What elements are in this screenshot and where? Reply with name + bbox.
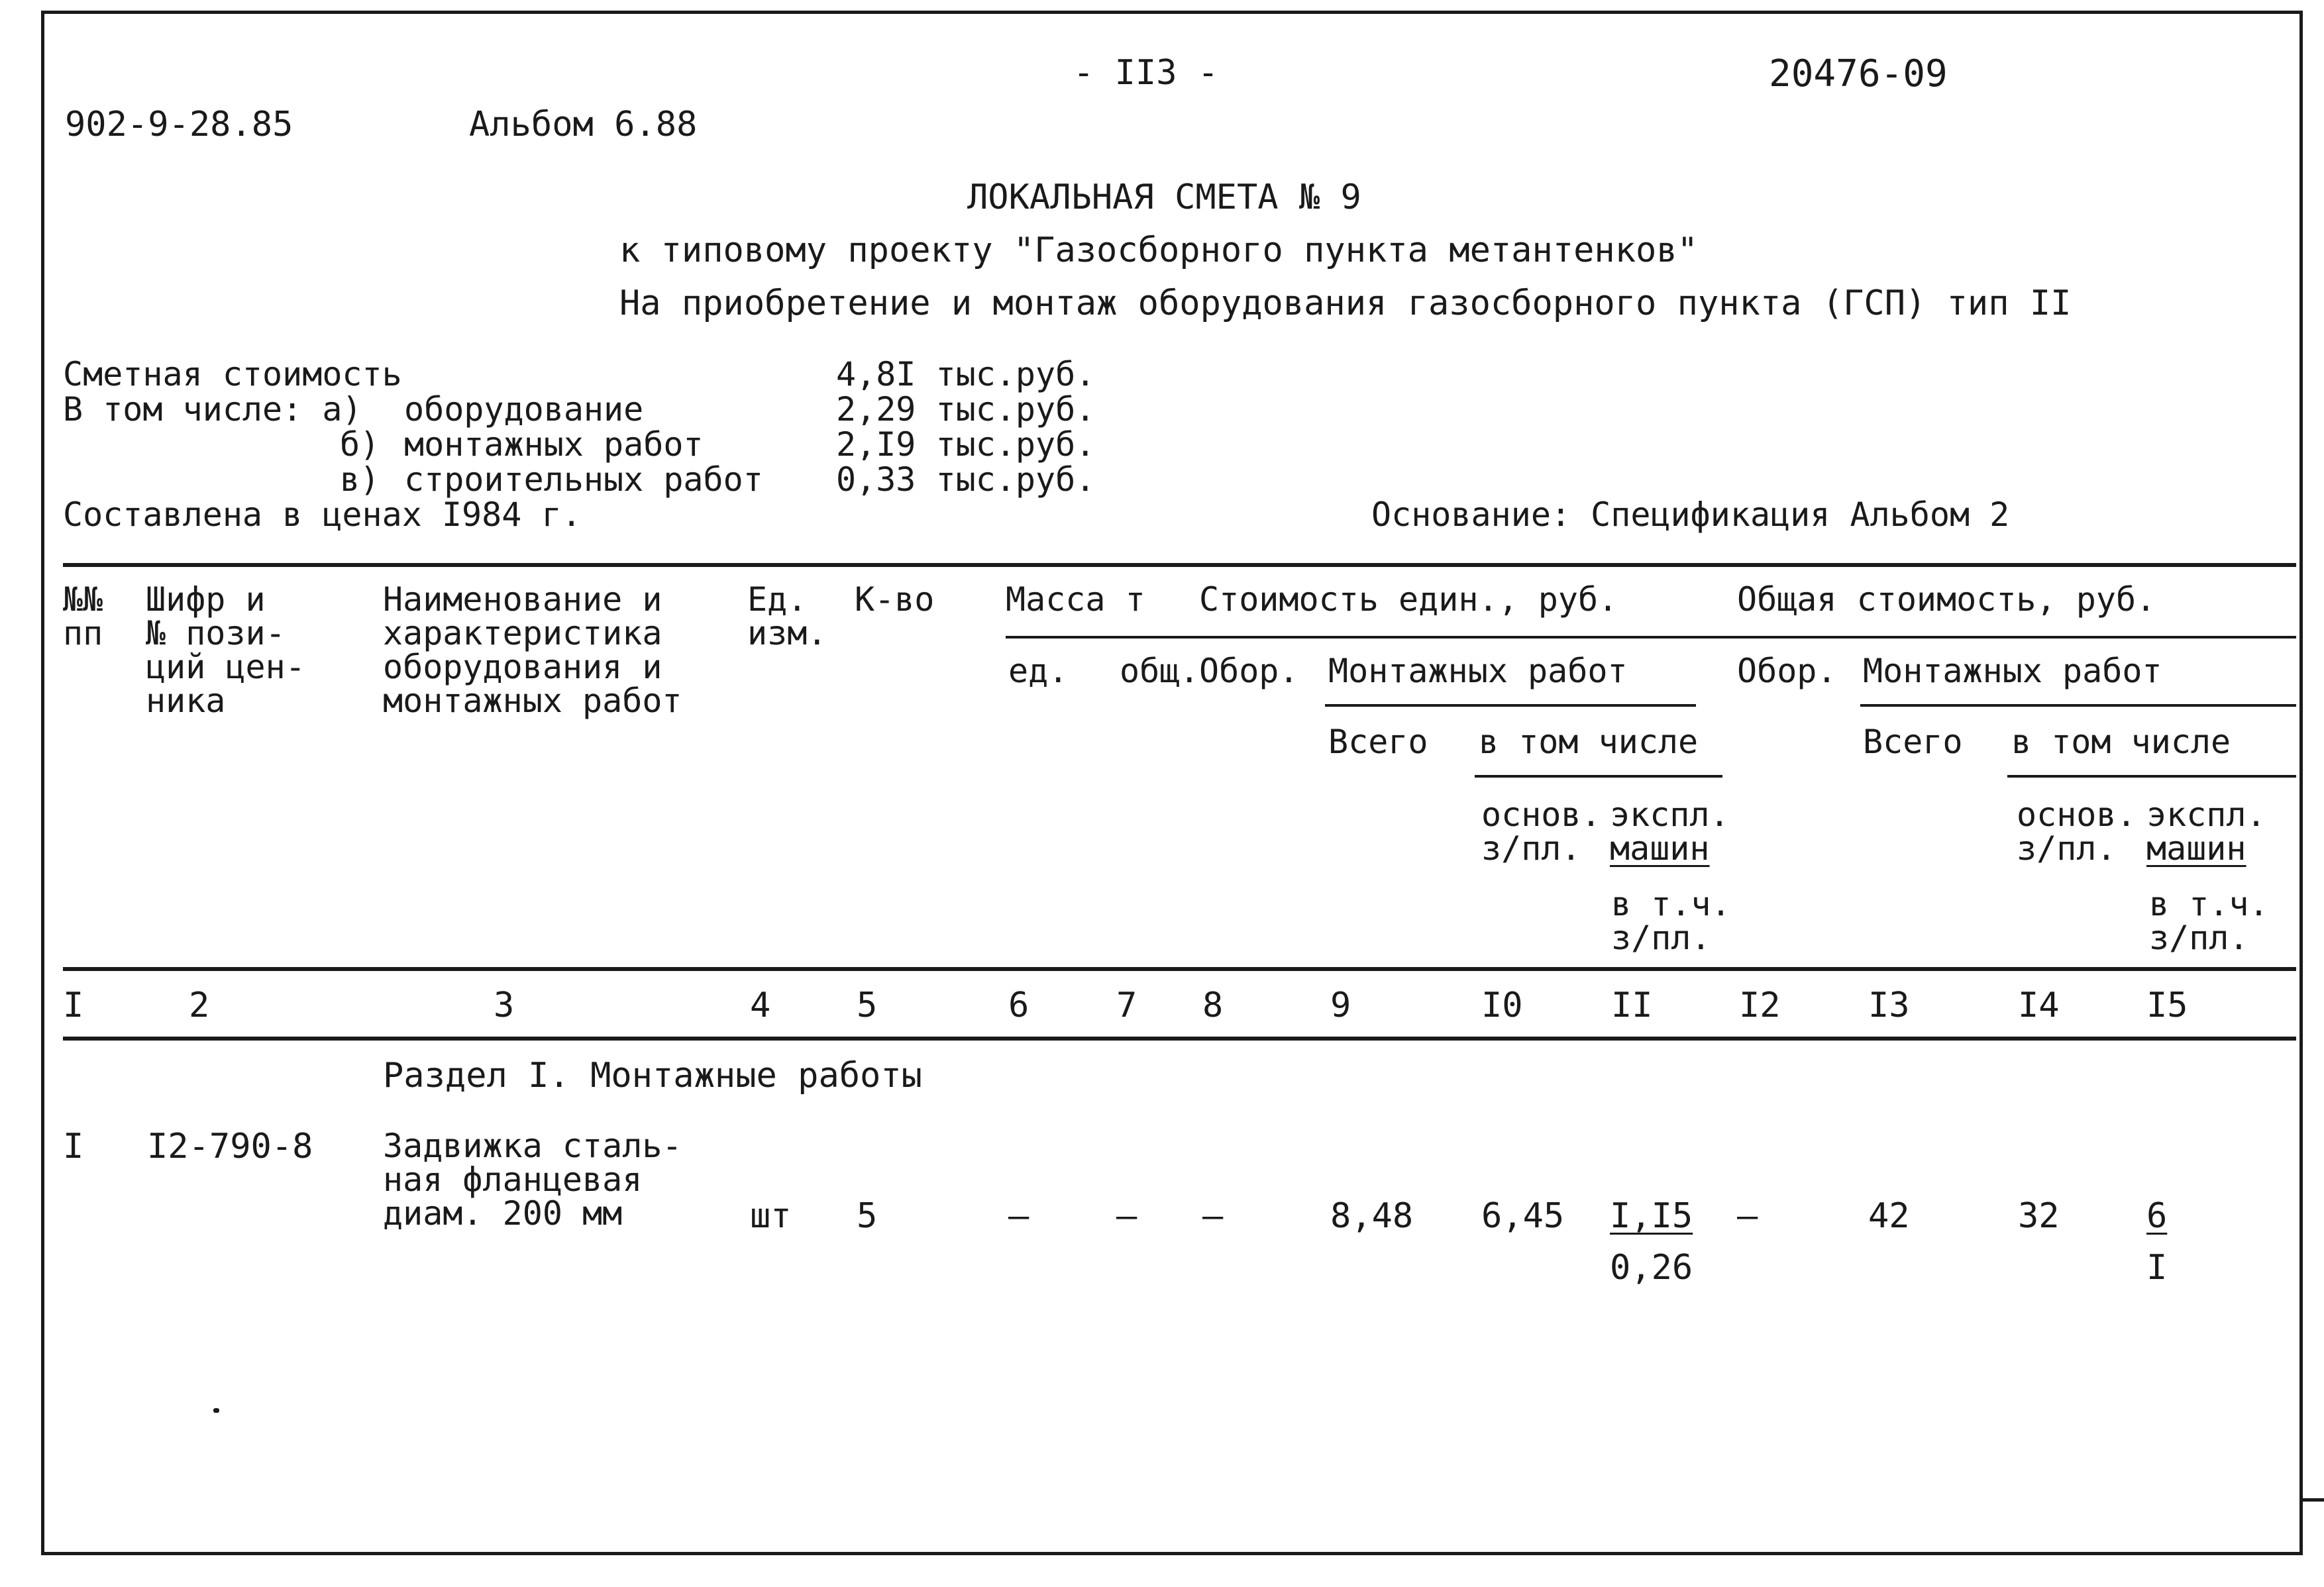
header-base-a: основ. з/пл.	[1481, 795, 1601, 868]
row-code: I2-790-8	[147, 1127, 313, 1166]
row-install-mach-wage: 0,26	[1610, 1248, 1693, 1288]
title-project: к типовому проекту "Газосборного пункта метантенков"	[619, 230, 1698, 270]
col-number-3: 3	[494, 986, 515, 1025]
row-equip-total: –	[1737, 1196, 1758, 1236]
header-mach-a2: машин	[1610, 829, 1710, 868]
incl-rule-b	[2007, 775, 2296, 778]
header-wage-a: в т.ч. з/пл.	[1611, 885, 1731, 957]
doc-code: 902-9-28.85	[65, 105, 293, 144]
header-base-b: основ. з/пл.	[2017, 795, 2137, 868]
header-equip-a: Обор.	[1199, 652, 1299, 690]
section-title: Раздел I. Монтажные работы	[383, 1056, 922, 1096]
summary-total-label: Сметная стоимость	[63, 355, 402, 393]
archive-number: 20476-09	[1769, 52, 1948, 95]
summary-install-label: монтажных работ	[404, 425, 704, 464]
col-number-8: 8	[1202, 986, 1224, 1025]
row-unit: шт	[750, 1196, 792, 1236]
title-purpose: На приобретение и монтаж оборудования газосборного пункта (ГСП) тип II	[619, 283, 2072, 323]
row-total-base: 32	[2018, 1196, 2060, 1236]
header-total-a: Всего	[1328, 723, 1428, 761]
prices-note: Составлена в ценах I984 г.	[63, 495, 582, 534]
col-number-6: 6	[1008, 986, 1030, 1025]
col-number-2: 2	[189, 986, 210, 1025]
column-numbers-rule	[63, 1037, 2296, 1041]
incl-rule-a	[1475, 775, 1722, 778]
header-col-num: №№ пп	[63, 580, 103, 652]
col-number-7: 7	[1116, 986, 1137, 1025]
col-number-11: II	[1611, 986, 1653, 1025]
header-install-a: Монтажных работ	[1328, 652, 1628, 690]
row-total-mach: 6	[2146, 1196, 2168, 1236]
header-mass-unit: ед.	[1008, 652, 1069, 690]
row-install-base: 6,45	[1481, 1196, 1565, 1236]
row-total-mach-wage: I	[2146, 1248, 2168, 1288]
header-incl-a: в том числе	[1479, 723, 1699, 761]
summary-including-label: В том числе: а)	[63, 390, 362, 429]
row-name: Задвижка сталь- ная фланцевая диам. 200 мм	[383, 1127, 682, 1233]
header-col-unit: Ед. изм.	[747, 580, 827, 652]
summary-install-prefix: б)	[340, 425, 380, 464]
col-number-15: I5	[2146, 986, 2188, 1025]
header-mass-total: общ.	[1120, 652, 1200, 690]
summary-build-prefix: в)	[340, 460, 380, 499]
header-mach-a: экспл.	[1610, 795, 1730, 834]
install-rule-b	[1860, 704, 2296, 707]
summary-equipment-value: 2,29 тыс.руб.	[836, 390, 1096, 429]
table-top-rule	[63, 563, 2296, 567]
summary-install-value: 2,I9 тыс.руб.	[836, 425, 1096, 464]
col-number-4: 4	[750, 986, 771, 1025]
album-label: Альбом 6.88	[469, 105, 698, 144]
col-number-9: 9	[1330, 986, 1351, 1025]
header-mach-b2: машин	[2146, 829, 2246, 868]
header-total-b: Всего	[1863, 723, 1963, 761]
row-total-install: 42	[1868, 1196, 1910, 1236]
frame-tick	[2300, 1498, 2324, 1502]
header-install-b: Монтажных работ	[1863, 652, 2162, 690]
summary-total-value: 4,8I тыс.руб.	[836, 355, 1096, 393]
summary-build-value: 0,33 тыс.руб.	[836, 460, 1096, 499]
summary-equipment-label: оборудование	[404, 390, 644, 429]
header-bottom-rule	[63, 967, 2296, 971]
col-number-12: I2	[1739, 986, 1781, 1025]
header-col-code: Шифр и № пози- ций цен- ника	[146, 580, 305, 720]
mass-cost-rule	[1006, 636, 2296, 639]
col-number-13: I3	[1868, 986, 1910, 1025]
row-equip-unit: –	[1202, 1196, 1224, 1236]
header-unit-cost: Стоимость един., руб.	[1199, 580, 1618, 619]
summary-build-label: строительных работ	[404, 460, 763, 499]
row-mass-unit: –	[1008, 1196, 1030, 1236]
col-number-5: 5	[857, 986, 878, 1025]
row-install-mach: I,I5	[1610, 1196, 1693, 1236]
header-incl-b: в том числе	[2011, 723, 2231, 761]
document-title: ЛОКАЛЬНАЯ СМЕТА № 9	[967, 178, 1361, 217]
install-rule-a	[1325, 704, 1696, 707]
page-number: - II3 -	[1073, 53, 1219, 93]
header-wage-b: в т.ч. з/пл.	[2149, 885, 2269, 957]
header-col-qty: К-во	[855, 580, 935, 619]
header-col-name: Наименование и характеристика оборудования и монтажных работ	[383, 580, 682, 720]
col-number-1: I	[63, 986, 84, 1025]
row-num: I	[63, 1127, 84, 1166]
col-number-14: I4	[2018, 986, 2060, 1025]
header-mass: Масса т	[1006, 580, 1145, 619]
basis-note: Основание: Спецификация Альбом 2	[1371, 495, 2010, 534]
scan-dot	[213, 1408, 219, 1413]
col-number-10: I0	[1481, 986, 1523, 1025]
row-install-total: 8,48	[1330, 1196, 1414, 1236]
header-total-cost: Общая стоимость, руб.	[1737, 580, 2156, 619]
header-mach-b: экспл.	[2146, 795, 2266, 834]
header-equip-b: Обор.	[1737, 652, 1837, 690]
row-qty: 5	[857, 1196, 878, 1236]
row-mass-total: –	[1116, 1196, 1137, 1236]
